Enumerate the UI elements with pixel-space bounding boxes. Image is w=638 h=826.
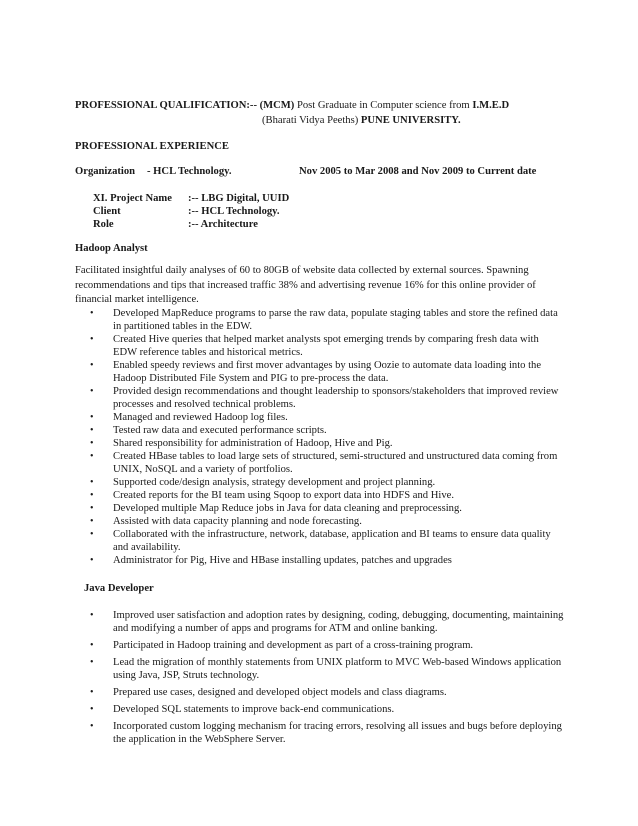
bullet-icon: • [90,657,94,668]
list-item-text: Created HBase tables to load large sets of structured, semi-structured and unstructured data coming from UNIX, NoSQL and a variety of portfolios. [113,451,558,475]
list-item [75,450,565,476]
list-item-text: Shared responsibility for administration of Hadoop, Hive and Pig. [113,438,393,449]
list-item [75,489,565,502]
list-item [75,385,565,411]
bullet-icon: • [90,490,94,501]
bullet-icon: • [90,721,94,732]
bullet-icon: • [90,477,94,488]
list-item-text: Created Hive queries that helped market analysts spot emerging trends by comparing fresh data with EDW reference tables and historical metrics. [113,334,539,358]
qualification-line [75,100,509,111]
list-item-text: Incorporated custom logging mechanism for tracing errors, resolving all issues and bugs before deploying the application in the WebSphere Server. [113,721,562,745]
list-item-text: Enabled speedy reviews and first mover advantages by using Oozie to automate data loading into the Hadoop Distributed File System and PIG to pre-process the data. [113,360,542,384]
hadoop-section-title: Hadoop Analyst [75,243,148,254]
organization-value: - HCL Technology. [147,166,232,177]
qualification-degree: Post Graduate in Computer science from [296,100,470,111]
list-item [75,515,565,528]
bullet-icon: • [90,704,94,715]
project-name-label: XI. Project Name [93,193,172,204]
list-item-text: Developed SQL statements to improve back-end communications. [113,704,395,715]
project-name-value: :-- LBG Digital, UUID [188,193,290,204]
role-label: Role [93,219,114,230]
hadoop-summary: Facilitated insightful daily analyses of 60 to 80GB of website data collected by external sources. Spawning recommendations and tips that increased traffic 38% and advertising revenue 16% for this online provider of financial market intelligence. [75,265,536,306]
bullet-icon: • [90,386,94,397]
list-item [75,528,565,554]
qualification-label: PROFESSIONAL QUALIFICATION:-- (MCM) [75,100,295,111]
list-item [75,703,565,716]
bullet-icon: • [90,438,94,449]
list-item-text: Tested raw data and executed performance scripts. [113,425,327,436]
list-item [75,686,565,699]
bullet-icon: • [90,425,94,436]
bullet-icon: • [90,334,94,345]
qualification-university: PUNE UNIVERSITY. [360,115,461,126]
list-item [75,609,565,635]
bullet-icon: • [90,503,94,514]
list-item-text: Participated in Hadoop training and development as part of a cross-training program. [113,640,474,651]
list-item-text: Prepared use cases, designed and developed object models and class diagrams. [113,687,447,698]
bullet-icon: • [90,610,94,621]
qualification-institute: I.M.E.D [472,100,510,111]
list-item-text: Created reports for the BI team using Sqoop to export data into HDFS and Hive. [113,490,454,501]
hadoop-bullet-list [75,307,565,567]
bullet-icon: • [90,360,94,371]
organization-label: Organization [75,166,136,177]
bullet-icon: • [90,529,94,540]
list-item [75,359,565,385]
list-item-text: Developed MapReduce programs to parse the raw data, populate staging tables and store the refined data in partitioned tables in the EDW. [113,308,558,332]
list-item-text: Managed and reviewed Hadoop log files. [113,412,288,423]
qualification-affiliation: (Bharati Vidya Peeths) [262,115,359,126]
bullet-icon: • [90,687,94,698]
list-item [75,502,565,515]
list-item [75,554,565,567]
list-item [75,424,565,437]
java-bullet-list [75,609,565,746]
list-item-text: Collaborated with the infrastructure, network, database, application and BI teams to ensure data quality and availability. [113,529,551,553]
role-value: :-- Architecture [188,219,258,230]
bullet-icon: • [90,640,94,651]
employment-dates: Nov 2005 to Mar 2008 and Nov 2009 to Current date [299,166,537,177]
list-item [75,437,565,450]
bullet-icon: • [90,308,94,319]
qualification-university-line [262,115,461,126]
list-item-text: Assisted with data capacity planning and node forecasting. [113,516,362,527]
list-item-text: Supported code/design analysis, strategy development and project planning. [113,477,436,488]
list-item-text: Administrator for Pig, Hive and HBase installing updates, patches and upgrades [113,555,452,566]
list-item [75,656,565,682]
list-item [75,720,565,746]
bullet-icon: • [90,516,94,527]
java-section-title: Java Developer [84,583,154,594]
list-item-text: Developed multiple Map Reduce jobs in Java for data cleaning and preprocessing. [113,503,462,514]
list-item-text: Improved user satisfaction and adoption rates by designing, coding, debugging, documenting, maintaining and modifying a number of apps and programs for ATM and online banking. [113,610,564,634]
list-item-text: Provided design recommendations and thought leadership to sponsors/stakeholders that improved review processes and resolved technical problems. [113,386,559,410]
experience-heading: PROFESSIONAL EXPERIENCE [75,141,229,152]
list-item [75,411,565,424]
list-item [75,333,565,359]
list-item [75,476,565,489]
client-value: :-- HCL Technology. [188,206,280,217]
bullet-icon: • [90,451,94,462]
list-item [75,307,565,333]
list-item [75,639,565,652]
bullet-icon: • [90,555,94,566]
list-item-text: Lead the migration of monthly statements from UNIX platform to MVC Web-based Windows application using Java, JSP, Struts technology. [113,657,562,681]
bullet-icon: • [90,412,94,423]
client-label: Client [93,206,121,217]
